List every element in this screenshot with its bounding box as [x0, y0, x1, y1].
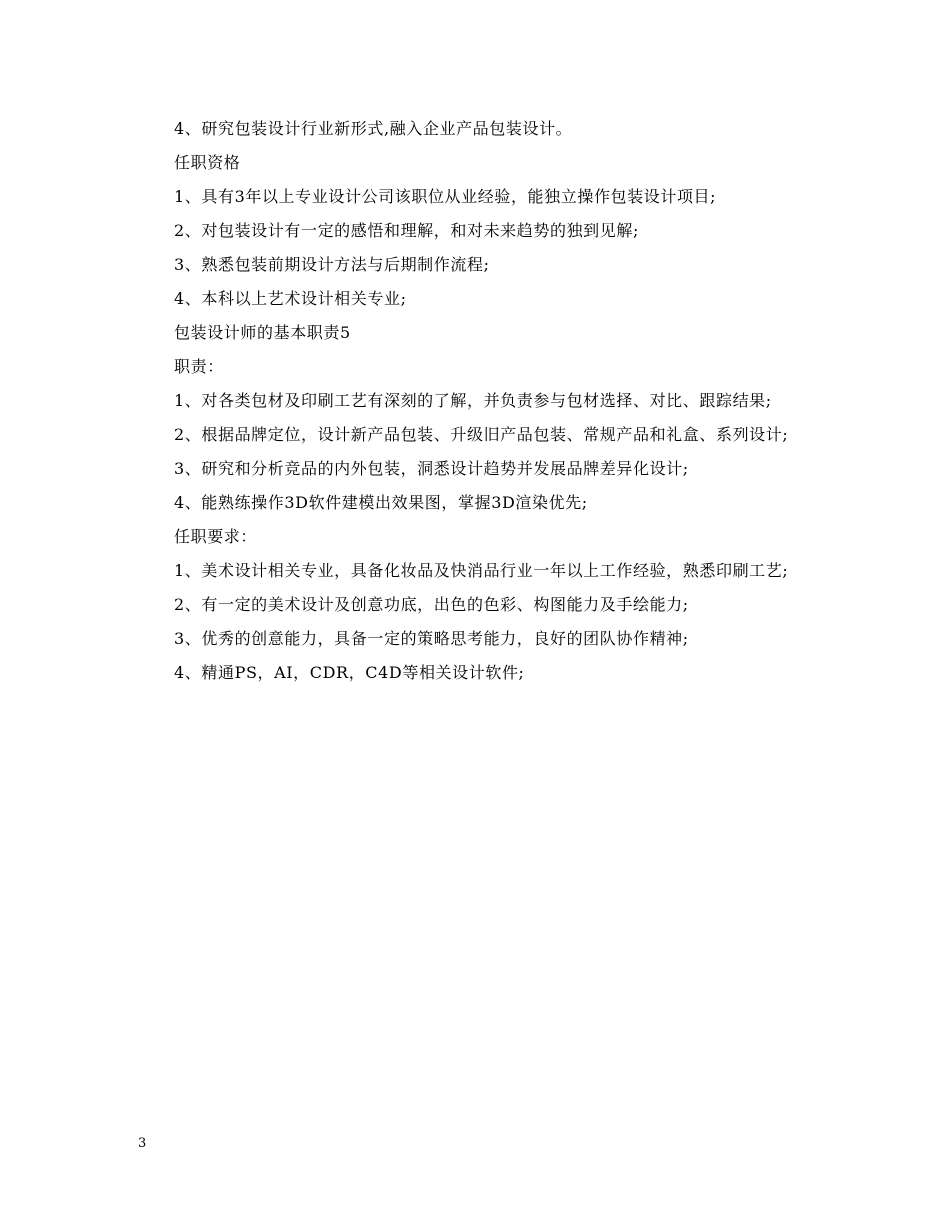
section-heading: 任职资格 [174, 153, 241, 172]
paragraph: 1、对各类包材及印刷工艺有深刻的了解，并负责参与包材选择、对比、跟踪结果; [174, 391, 772, 410]
paragraph: 1、具有3年以上专业设计公司该职位从业经验，能独立操作包装设计项目; [174, 187, 717, 206]
paragraph: 3、优秀的创意能力，具备一定的策略思考能力，良好的团队协作精神; [174, 629, 689, 648]
paragraph: 4、能熟练操作3D软件建模出效果图，掌握3D渲染优先; [174, 493, 588, 512]
paragraph: 2、根据品牌定位，设计新产品包装、升级旧产品包装、常规产品和礼盒、系列设计; [174, 425, 789, 444]
paragraph: 4、精通PS，AI，CDR，C4D等相关设计软件; [174, 663, 525, 682]
paragraph: 4、研究包装设计行业新形式,融入企业产品包装设计。 [174, 119, 573, 138]
section-heading: 任职要求： [174, 527, 258, 546]
paragraph: 3、熟悉包装前期设计方法与后期制作流程; [174, 255, 490, 274]
section-heading: 包装设计师的基本职责5 [174, 323, 351, 342]
paragraph: 2、对包装设计有一定的感悟和理解，和对未来趋势的独到见解; [174, 221, 639, 240]
paragraph: 1、美术设计相关专业，具备化妆品及快消品行业一年以上工作经验，熟悉印刷工艺; [174, 561, 789, 580]
section-heading: 职责： [174, 357, 224, 376]
document-body [138, 112, 814, 690]
paragraph: 2、有一定的美术设计及创意功底，出色的色彩、构图能力及手绘能力; [174, 595, 689, 614]
page-number: 3 [138, 1136, 147, 1151]
paragraph: 3、研究和分析竞品的内外包装，洞悉设计趋势并发展品牌差异化设计; [174, 459, 689, 478]
paragraph: 4、本科以上艺术设计相关专业; [174, 289, 407, 308]
